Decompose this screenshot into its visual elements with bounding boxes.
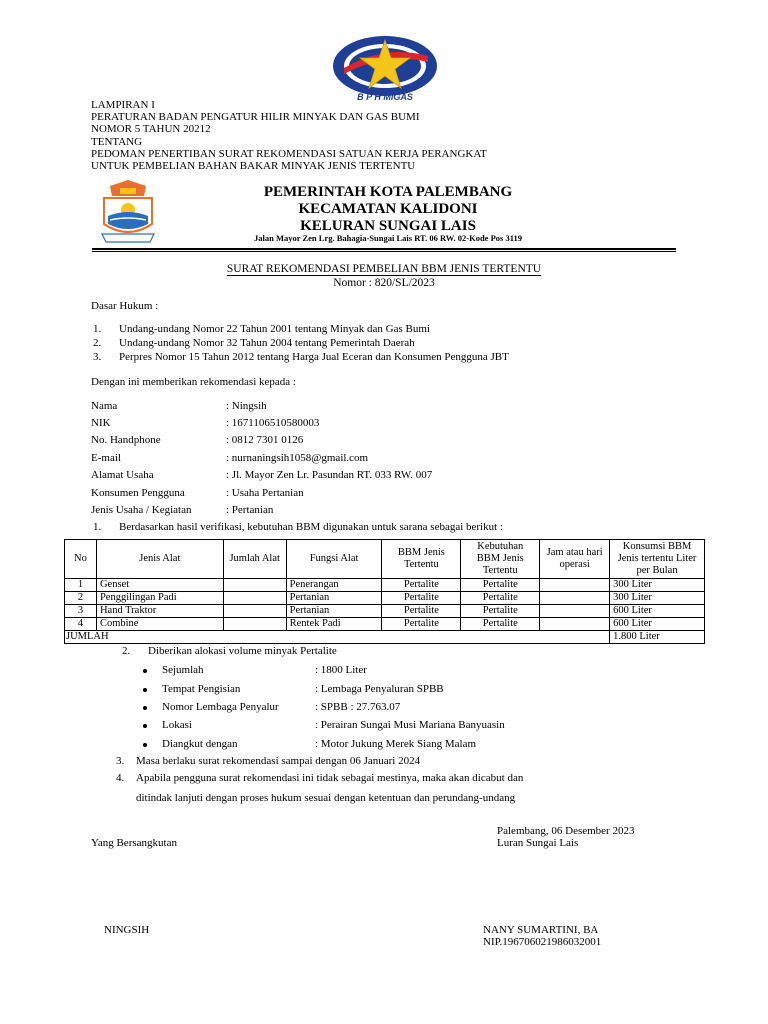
table-cell: [540, 592, 610, 605]
table-cell: Pertalite: [461, 618, 540, 631]
dasar-hukum-item: 1. Undang-undang Nomor 22 Tahun 2001 tentang Minyak dan Gas Bumi: [93, 323, 430, 335]
dasar-hukum-label: Dasar Hukum :: [91, 300, 159, 312]
left-signer-name: NINGSIH: [104, 924, 150, 936]
point-1: 1. Berdasarkan hasil verifikasi, kebutuhan BBM digunakan untuk sarana sebagai berikut :: [93, 521, 503, 533]
table-cell: 3: [65, 605, 97, 618]
office-name: Luran Sungai Lais: [497, 837, 579, 849]
lampiran-line: TENTANG: [91, 135, 143, 148]
identity-label: E-mail: [91, 452, 121, 464]
identity-label: NIK: [91, 417, 111, 429]
equipment-table: [64, 539, 705, 644]
table-cell: Pertalite: [382, 592, 461, 605]
table-cell: Combine: [96, 618, 223, 631]
table-cell: Genset: [96, 579, 223, 592]
bullet-icon: [143, 669, 147, 673]
identity-label: Alamat Usaha: [91, 469, 154, 481]
bullet-icon: [143, 724, 147, 728]
table-cell: 600 Liter: [610, 618, 705, 631]
table-cell: [223, 605, 286, 618]
identity-value: : nurnaningsih1058@gmail.com: [226, 452, 369, 464]
lampiran-block: [91, 99, 487, 172]
table-cell: 2: [65, 592, 97, 605]
table-cell: [540, 618, 610, 631]
table-row: [65, 605, 705, 618]
table-cell: Pertalite: [382, 618, 461, 631]
point-4: 4. Apabila pengguna surat rekomendasi ini tidak sebagai mestinya, maka akan dicabut dan: [116, 772, 524, 784]
bph-migas-logo: [330, 34, 440, 106]
col-header: Kebutuhan BBM Jenis Tertentu: [461, 540, 540, 579]
identity-value: : Jl. Mayor Zen Lr. Pasundan RT. 033 RW. 007: [226, 469, 433, 481]
alokasi-label: Tempat Pengisian: [162, 683, 241, 695]
col-header: Fungsi Alat: [286, 540, 382, 579]
intro-text: Dengan ini memberikan rekomendasi kepada :: [91, 376, 296, 388]
kop-pemerintah: PEMERINTAH KOTA PALEMBANG: [263, 184, 513, 200]
table-cell: 600 Liter: [610, 605, 705, 618]
kop-address: Jalan Mayor Zen Lrg. Bahagia-Sungai Lais RT. 06 RW. 02-Kode Pos 3119: [254, 233, 522, 243]
alokasi-label: Lokasi: [162, 719, 192, 731]
identity-label: Konsumen Pengguna: [91, 487, 185, 499]
bullet-icon: [143, 706, 147, 710]
identity-label: Jenis Usaha / Kegiatan: [91, 504, 192, 516]
alokasi-value: : 1800 Liter: [315, 664, 367, 676]
table-cell: Pertanian: [286, 605, 382, 618]
identity-label: Nama: [91, 400, 118, 412]
table-cell: Pertalite: [461, 579, 540, 592]
logo-text: B P H MIGAS: [357, 92, 413, 102]
right-signer-name: NANY SUMARTINI, BA: [483, 924, 599, 936]
table-cell: [223, 618, 286, 631]
point-4-continuation: ditindak lanjuti dengan proses hukum sesuai dengan ketentuan dan perundang-undang: [136, 792, 516, 804]
identity-value: : Pertanian: [226, 504, 274, 516]
bullet-icon: [143, 688, 147, 692]
document-number: Nomor : 820/SL/2023: [333, 277, 435, 289]
alokasi-value: : Motor Jukung Merek Siang Malam: [315, 738, 477, 750]
bullet-icon: [143, 743, 147, 747]
right-signer-nip: NIP.196706021986032001: [483, 936, 602, 948]
identity-value: : 0812 7301 0126: [226, 434, 304, 446]
lampiran-line: NOMOR 5 TAHUN 20212: [91, 123, 211, 136]
dasar-hukum-item: 3. Perpres Nomor 15 Tahun 2012 tentang Harga Jual Eceran dan Konsumen Pengguna JBT: [93, 351, 509, 363]
table-cell: Pertanian: [286, 592, 382, 605]
alokasi-label: Diangkut dengan: [162, 738, 238, 750]
alokasi-label: Sejumlah: [162, 664, 204, 676]
point-3: 3. Masa berlaku surat rekomendasi sampai dengan 06 Januari 2024: [116, 755, 421, 767]
identity-label: No. Handphone: [91, 434, 161, 446]
lampiran-line: LAMPIRAN I: [91, 99, 155, 111]
table-row: [65, 618, 705, 631]
table-cell: Hand Traktor: [96, 605, 223, 618]
table-cell: Pertalite: [461, 605, 540, 618]
col-header: Jenis Alat: [96, 540, 223, 579]
alokasi-label: Nomor Lembaga Penyalur: [162, 701, 279, 713]
table-cell: Penerangan: [286, 579, 382, 592]
col-header: BBM Jenis Tertentu: [382, 540, 461, 579]
identity-value: : 1671106510580003: [226, 417, 320, 429]
table-row: [65, 592, 705, 605]
table-cell: [540, 579, 610, 592]
lampiran-line: PERATURAN BADAN PENGATUR HILIR MINYAK DAN GAS BUMI: [91, 111, 420, 124]
table-cell: 4: [65, 618, 97, 631]
table-cell: Pertalite: [382, 605, 461, 618]
identity-value: : Ningsih: [226, 400, 267, 412]
kop-kelurahan: KELURAN SUNGAI LAIS: [300, 218, 476, 234]
col-header: Jumlah Alat: [223, 540, 286, 579]
lampiran-line: UNTUK PEMBELIAN BAHAN BAKAR MINYAK JENIS TERTENTU: [91, 160, 416, 173]
dasar-hukum-item: 2. Undang-undang Nomor 32 Tahun 2004 tentang Pemerintah Daerah: [93, 337, 415, 349]
col-header: No: [65, 540, 97, 579]
left-signer-label: Yang Bersangkutan: [91, 837, 177, 849]
total-value: 1.800 Liter: [610, 631, 705, 644]
lampiran-line: PEDOMAN PENERTIBAN SURAT REKOMENDASI SATUAN KERJA PERANGKAT: [91, 147, 487, 160]
table-cell: 300 Liter: [610, 579, 705, 592]
table-cell: [540, 605, 610, 618]
place-date: Palembang, 06 Desember 2023: [497, 825, 635, 837]
identity-value: : Usaha Pertanian: [226, 487, 304, 499]
table-cell: 1: [65, 579, 97, 592]
kop-divider-thin: [92, 251, 676, 252]
kop-divider: [92, 248, 676, 250]
table-cell: [223, 592, 286, 605]
table-cell: Rentek Padi: [286, 618, 382, 631]
table-header-row: [65, 540, 705, 579]
document-title: SURAT REKOMENDASI PEMBELIAN BBM JENIS TERTENTU: [226, 263, 542, 275]
table-row: [65, 579, 705, 592]
col-header: Konsumsi BBM Jenis tertentu Liter per Bulan: [610, 540, 705, 579]
alokasi-value: : Lembaga Penyaluran SPBB: [315, 683, 444, 695]
alokasi-value: : Perairan Sungai Musi Mariana Banyuasin: [315, 719, 505, 731]
table-cell: 300 Liter: [610, 592, 705, 605]
table-cell: Penggilingan Padi: [96, 592, 223, 605]
point-2: 2. Diberikan alokasi volume minyak Pertalite: [122, 645, 337, 657]
col-header: Jam atau hari operasi: [540, 540, 610, 579]
table-total-row: [65, 631, 705, 644]
table-cell: [223, 579, 286, 592]
total-label: JUMLAH: [65, 631, 610, 644]
table-cell: Pertalite: [461, 592, 540, 605]
kop-kecamatan: KECAMATAN KALIDONI: [298, 201, 478, 217]
table-cell: Pertalite: [382, 579, 461, 592]
alokasi-value: : SPBB : 27.763.07: [315, 701, 401, 713]
